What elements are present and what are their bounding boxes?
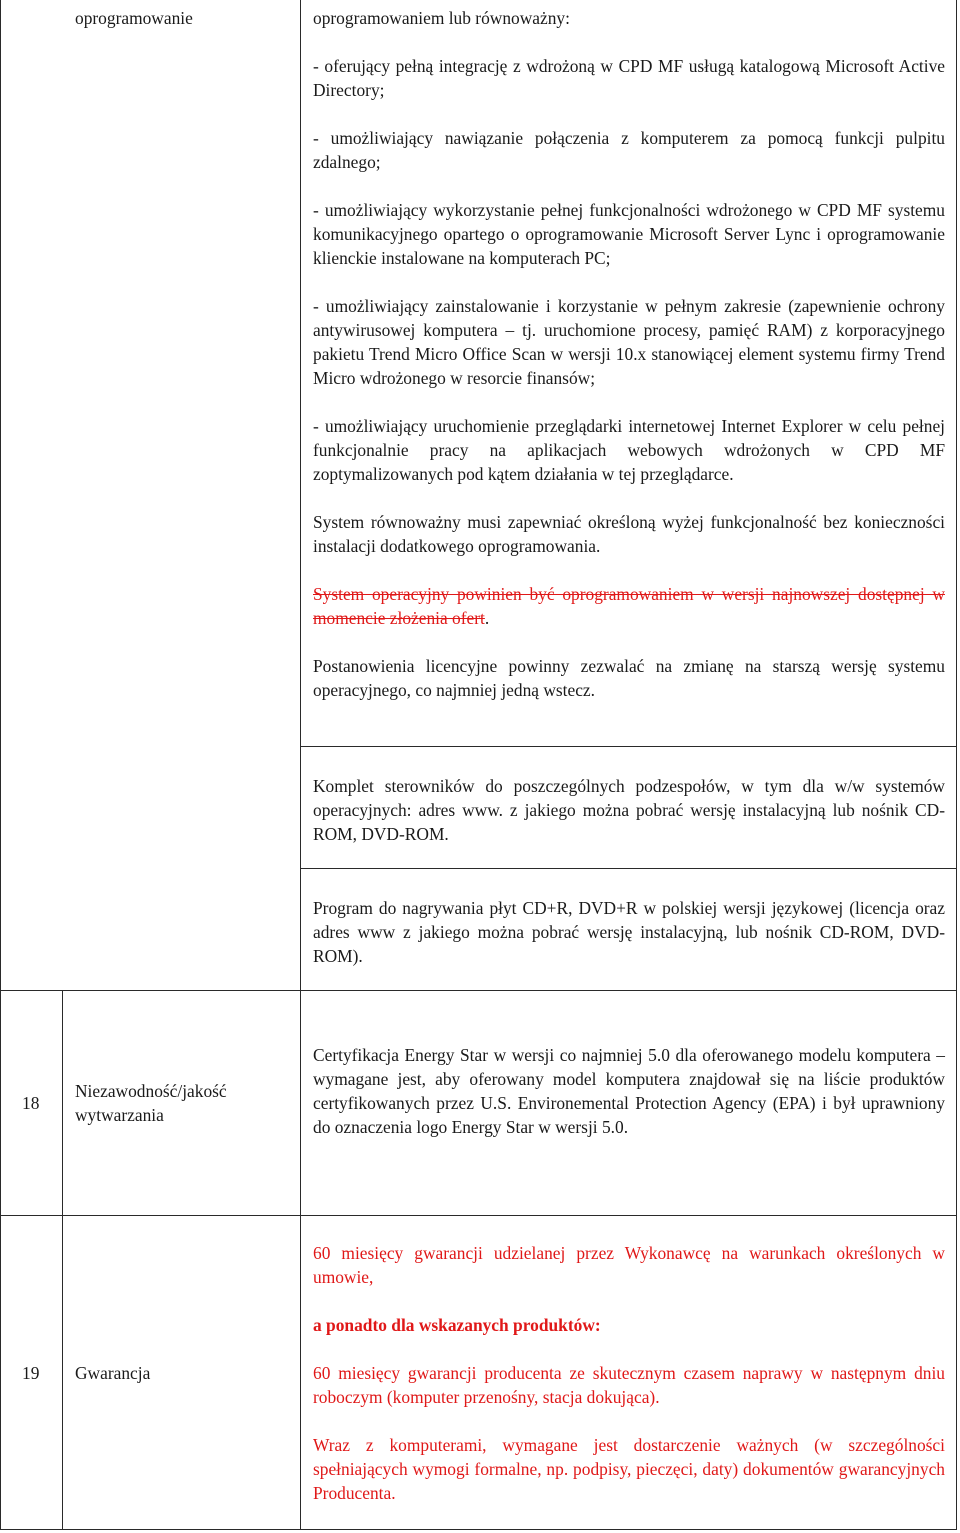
row-divider-17-18	[0, 990, 957, 991]
struck-text-period: .	[484, 608, 490, 628]
row-label-software	[75, 6, 295, 30]
row-divider-drivers	[300, 868, 957, 869]
paragraph-manufacturer-warranty: 60 miesięcy gwarancji producenta ze skutecznym czasem naprawy w następnym dniu roboczym (komputer przenośny, stacja dokująca).	[313, 1363, 945, 1407]
paragraph-active-directory: - oferujący pełną integrację z wdrożoną w CPD MF usługą katalogową Microsoft Active Directory;	[313, 56, 945, 100]
table-border-left	[0, 0, 1, 1530]
row-number-18: 18	[22, 1093, 40, 1113]
paragraph-trend-micro: - umożliwiający zainstalowanie i korzystanie w pełnym zakresie (zapewnienie ochrony antywirusowej komputera – tj. uruchomione procesy, pamięć RAM) z korporacyjnego pakietu Trend Micro Office Scan w wersji 10.x stanowiącej element systemu firmy Trend Micro wdrożonego w resorcie finansów;	[313, 296, 945, 388]
paragraph-struck-os-version	[313, 582, 945, 630]
paragraph-lync: - umożliwiający wykorzystanie pełnej funkcjonalności wdrożonego w CPD MF systemu komunikacyjnego opartego o oprogramowanie Microsoft Server Lync i oprogramowanie klienckie instalowane na komputerach PC;	[313, 200, 945, 268]
paragraph-equivalent-system: System równoważny musi zapewniać określoną wyżej funkcjonalność bez konieczności instalacji dodatkowego oprogramowania.	[313, 512, 945, 556]
drivers-requirements	[313, 774, 945, 846]
reliability-requirements	[313, 1043, 945, 1139]
warranty-requirements	[313, 1241, 945, 1505]
row-divider-os	[300, 746, 957, 747]
table-border-bottom	[0, 1529, 957, 1530]
software-requirements	[313, 6, 945, 702]
row-number-19: 19	[22, 1363, 40, 1383]
paragraph-intro: oprogramowaniem lub równoważny:	[313, 8, 570, 28]
table-border-col1	[62, 990, 63, 1530]
paragraph-license-downgrade: Postanowienia licencyjne powinny zezwalać na zmianę na starszą wersję systemu operacyjnego, co najmniej jedną wstecz.	[313, 656, 945, 700]
table-border-right	[956, 0, 957, 1530]
paragraph-warranty-documents: Wraz z komputerami, wymagane jest dostarczenie ważnych (w szczególności spełniających wymogi formalne, np. podpisy, pieczęci, daty) dokumentów gwarancyjnych Producenta.	[313, 1435, 945, 1503]
paragraph-drivers: Komplet sterowników do poszczególnych podzespołów, w tym dla w/w systemów operacyjnych: adres www. z jakiego można pobrać wersję instalacyjną lub nośnik CD-ROM, DVD-ROM.	[313, 776, 945, 844]
struck-text: System operacyjny powinien być oprogramowaniem w wersji najnowszej dostępnej w momencie złożenia ofert	[313, 584, 945, 628]
paragraph-additional-products: a ponadto dla wskazanych produktów:	[313, 1315, 601, 1335]
burner-requirements	[313, 896, 945, 968]
row-label-reliability: Niezawodność/jakość wytwarzania	[75, 1081, 227, 1125]
paragraph-remote-desktop: - umożliwiający nawiązanie połączenia z komputerem za pomocą funkcji pulpitu zdalnego;	[313, 128, 945, 172]
paragraph-internet-explorer: - umożliwiający uruchomienie przeglądarki internetowej Internet Explorer w celu pełnej funkcjonalnie pracy na aplikacjach webowych wdrożonych w CPD MF zoptymalizowanych pod kątem działania w tej przeglądarce.	[313, 416, 945, 484]
table-border-col2	[300, 0, 301, 1530]
paragraph-warranty-60: 60 miesięcy gwarancji udzielanej przez Wykonawcę na warunkach określonych w umowie,	[313, 1243, 945, 1287]
row-divider-18-19	[0, 1215, 957, 1216]
row-label-text: oprogramowanie	[75, 8, 193, 28]
paragraph-energy-star: Certyfikacja Energy Star w wersji co najmniej 5.0 dla oferowanego modelu komputera – wymagane jest, aby oferowany model komputera znajdował się na liście produktów certyfikowanych przez U.S. Environemental Protection Agency (EPA) i był uprawniony do oznaczenia logo Energy Star w wersji 5.0.	[313, 1045, 945, 1137]
paragraph-burner: Program do nagrywania płyt CD+R, DVD+R w polskiej wersji językowej (licencja oraz adres www z jakiego można pobrać wersję instalacyjną, lub nośnik CD-ROM, DVD-ROM).	[313, 898, 945, 966]
row-label-warranty: Gwarancja	[75, 1363, 151, 1383]
